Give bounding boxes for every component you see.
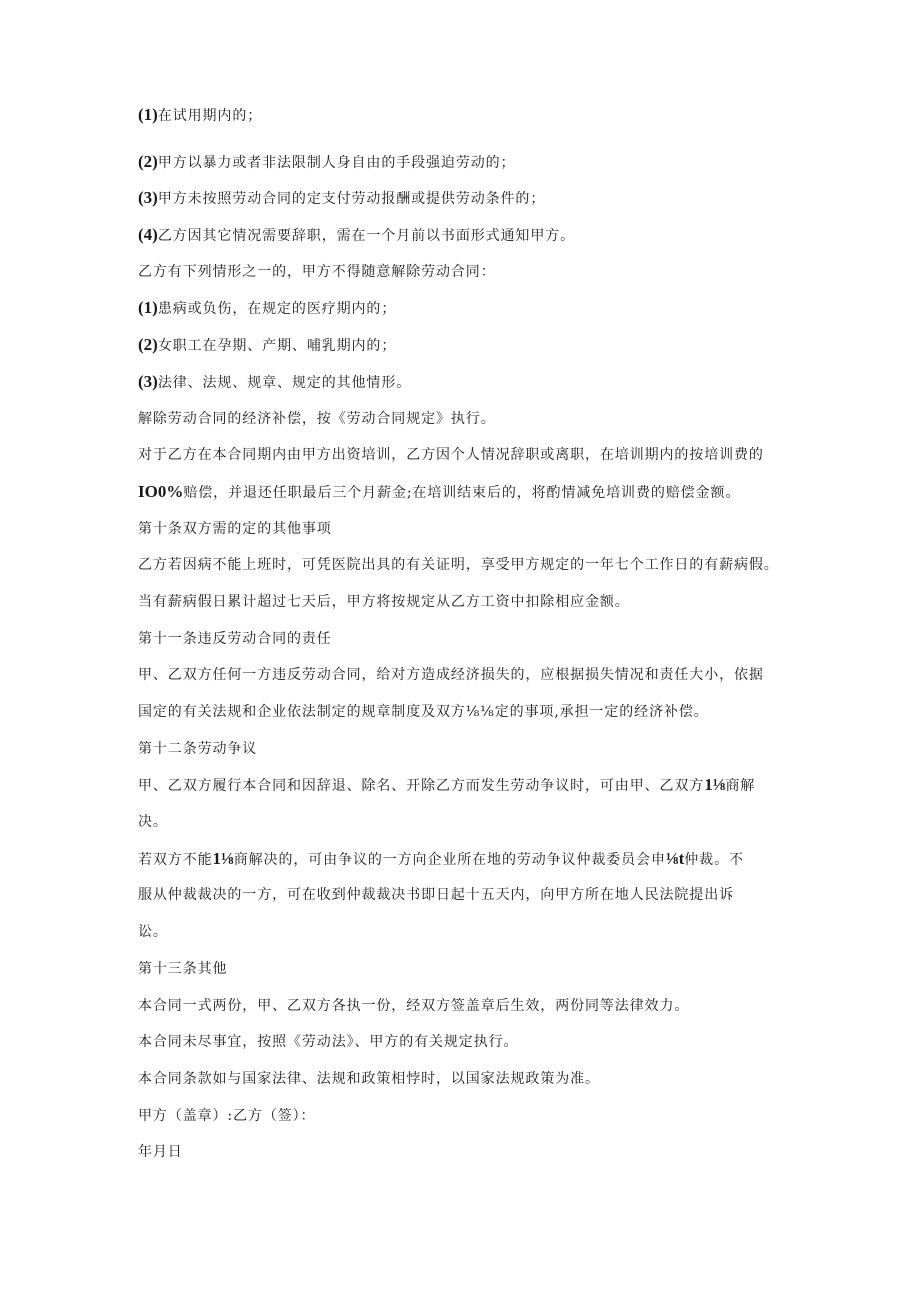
item-number: (1): [138, 298, 158, 318]
paragraph-line: [138, 810, 788, 847]
line-text: 女职工在孕期、产期、哺乳期内的；: [157, 338, 397, 355]
clause-line: [138, 333, 788, 370]
clause-line: [138, 223, 788, 260]
paragraph-line: [138, 590, 788, 627]
line-text: 第十二条劳动争议: [138, 740, 258, 757]
clause-line: [138, 370, 788, 407]
paragraph-line: [138, 847, 788, 884]
item-number: (3): [138, 371, 158, 391]
section-heading: [138, 737, 788, 774]
line-text: 第十三条其他: [138, 960, 228, 977]
line-text: 若双方不能: [138, 851, 213, 868]
section-heading: [138, 957, 788, 994]
percentage-value: IO0%: [138, 481, 184, 501]
line-text: 乙方若因病不能上班时，可凭医院出具的有关证明，享受甲方规定的一年七个工作日的有薪病假。: [138, 557, 779, 574]
line-text: 甲方未按照劳动合同的定支付劳动报酬或提供劳动条件的；: [157, 191, 546, 208]
line-text: 本合同未尽事宜，按照《劳动法》、甲方的有关规定执行。: [138, 1034, 519, 1051]
line-text: 乙方因其它情况需要辞职，需在一个月前以书面形式通知甲方。: [157, 228, 576, 245]
section-heading: [138, 627, 788, 664]
garbled-number: ⅛t: [665, 848, 685, 868]
item-number: (2): [138, 151, 158, 171]
paragraph-line: [138, 663, 788, 700]
item-number: (3): [138, 188, 158, 208]
signature-line: [138, 1104, 788, 1141]
line-text: 第十一条违反劳动合同的责任: [138, 630, 332, 647]
line-text: 当有薪病假日累计超过七天后，甲方将按规定从乙方工资中扣除相应金额。: [138, 593, 630, 610]
paragraph-line: [138, 260, 788, 297]
line-text: 法律、法规、规章、规定的其他情形。: [157, 374, 412, 391]
line-text: 决。: [138, 814, 168, 831]
clause-line: [138, 103, 788, 140]
line-text: 年月日: [138, 1144, 183, 1161]
paragraph-line: [138, 920, 788, 957]
section-heading: [138, 517, 788, 554]
paragraph-line: [138, 553, 788, 590]
line-text: 赔偿，并退还任职最后三个月薪金;在培训结束后的，将酌情减免培训费的赔偿金额。: [183, 484, 741, 501]
paragraph-line: [138, 407, 788, 444]
paragraph-line: [138, 1030, 788, 1067]
line-text: 第十条双方需的定的其他事项: [138, 520, 332, 537]
item-number: (2): [138, 335, 158, 355]
line-text: 商解: [725, 778, 756, 795]
date-line: [138, 1140, 788, 1177]
paragraph-line: [138, 480, 788, 517]
line-text: 国定的有关法规和企业依法制定的规章制度及双方⅛⅛定的事项,承担一定的经济补偿。: [138, 704, 709, 720]
line-text: 仲裁。不: [684, 851, 744, 868]
line-text: 讼。: [138, 924, 168, 941]
line-text: 解除劳动合同的经济补偿，按《劳动合同规定》执行。: [138, 410, 496, 427]
paragraph-line: [138, 994, 788, 1031]
paragraph-line: [138, 773, 788, 810]
line-text: 甲方以暴力或者非法限制人身自由的手段强迫劳动的；: [157, 154, 516, 171]
item-number: (1): [138, 105, 158, 124]
paragraph-line: [138, 700, 788, 737]
line-text: 服从仲裁裁决的一方，可在收到仲裁裁决书即日起十五天内，向甲方所在地人民法院提出诉: [138, 887, 734, 904]
document-body: [138, 103, 788, 1177]
line-text: 商解决的，可由争议的一方向企业所在地的劳动争议仲裁委员会申: [233, 851, 666, 868]
garbled-number: 1⅛: [212, 848, 234, 868]
line-text: 本合同条款如与国家法律、法规和政策相悖时，以国家法规政策为准。: [138, 1070, 600, 1087]
line-text: 甲方（盖章）:乙方（签）：: [138, 1107, 316, 1124]
paragraph-line: [138, 443, 788, 480]
line-text: 在试用期内的；: [157, 108, 263, 124]
clause-line: [138, 186, 788, 223]
paragraph-line: [138, 883, 788, 920]
line-text: 甲、乙双方履行本合同和因辞退、除名、开除乙方而发生劳动争议时，可由甲、乙双方: [138, 778, 705, 795]
item-number: (4): [138, 225, 158, 245]
line-text: 乙方有下列情形之一的，甲方不得随意解除劳动合同：: [138, 263, 496, 280]
paragraph-line: [138, 1067, 788, 1104]
clause-line: [138, 296, 788, 333]
line-text: 本合同一式两份，甲、乙双方各执一份，经双方签盖章后生效，两份同等法律效力。: [138, 997, 690, 1014]
line-text: 对于乙方在本合同期内由甲方出资培训，乙方因个人情况辞职或离职，在培训期内的按培训费的: [138, 447, 764, 464]
garbled-number: 1⅛: [704, 775, 726, 795]
line-text: 甲、乙双方任何一方违反劳动合同，给对方造成经济损失的，应根据损失情况和责任大小，依据: [138, 667, 764, 684]
line-text: 患病或负伤，在规定的医疗期内的；: [157, 301, 397, 318]
clause-line: [138, 150, 788, 187]
